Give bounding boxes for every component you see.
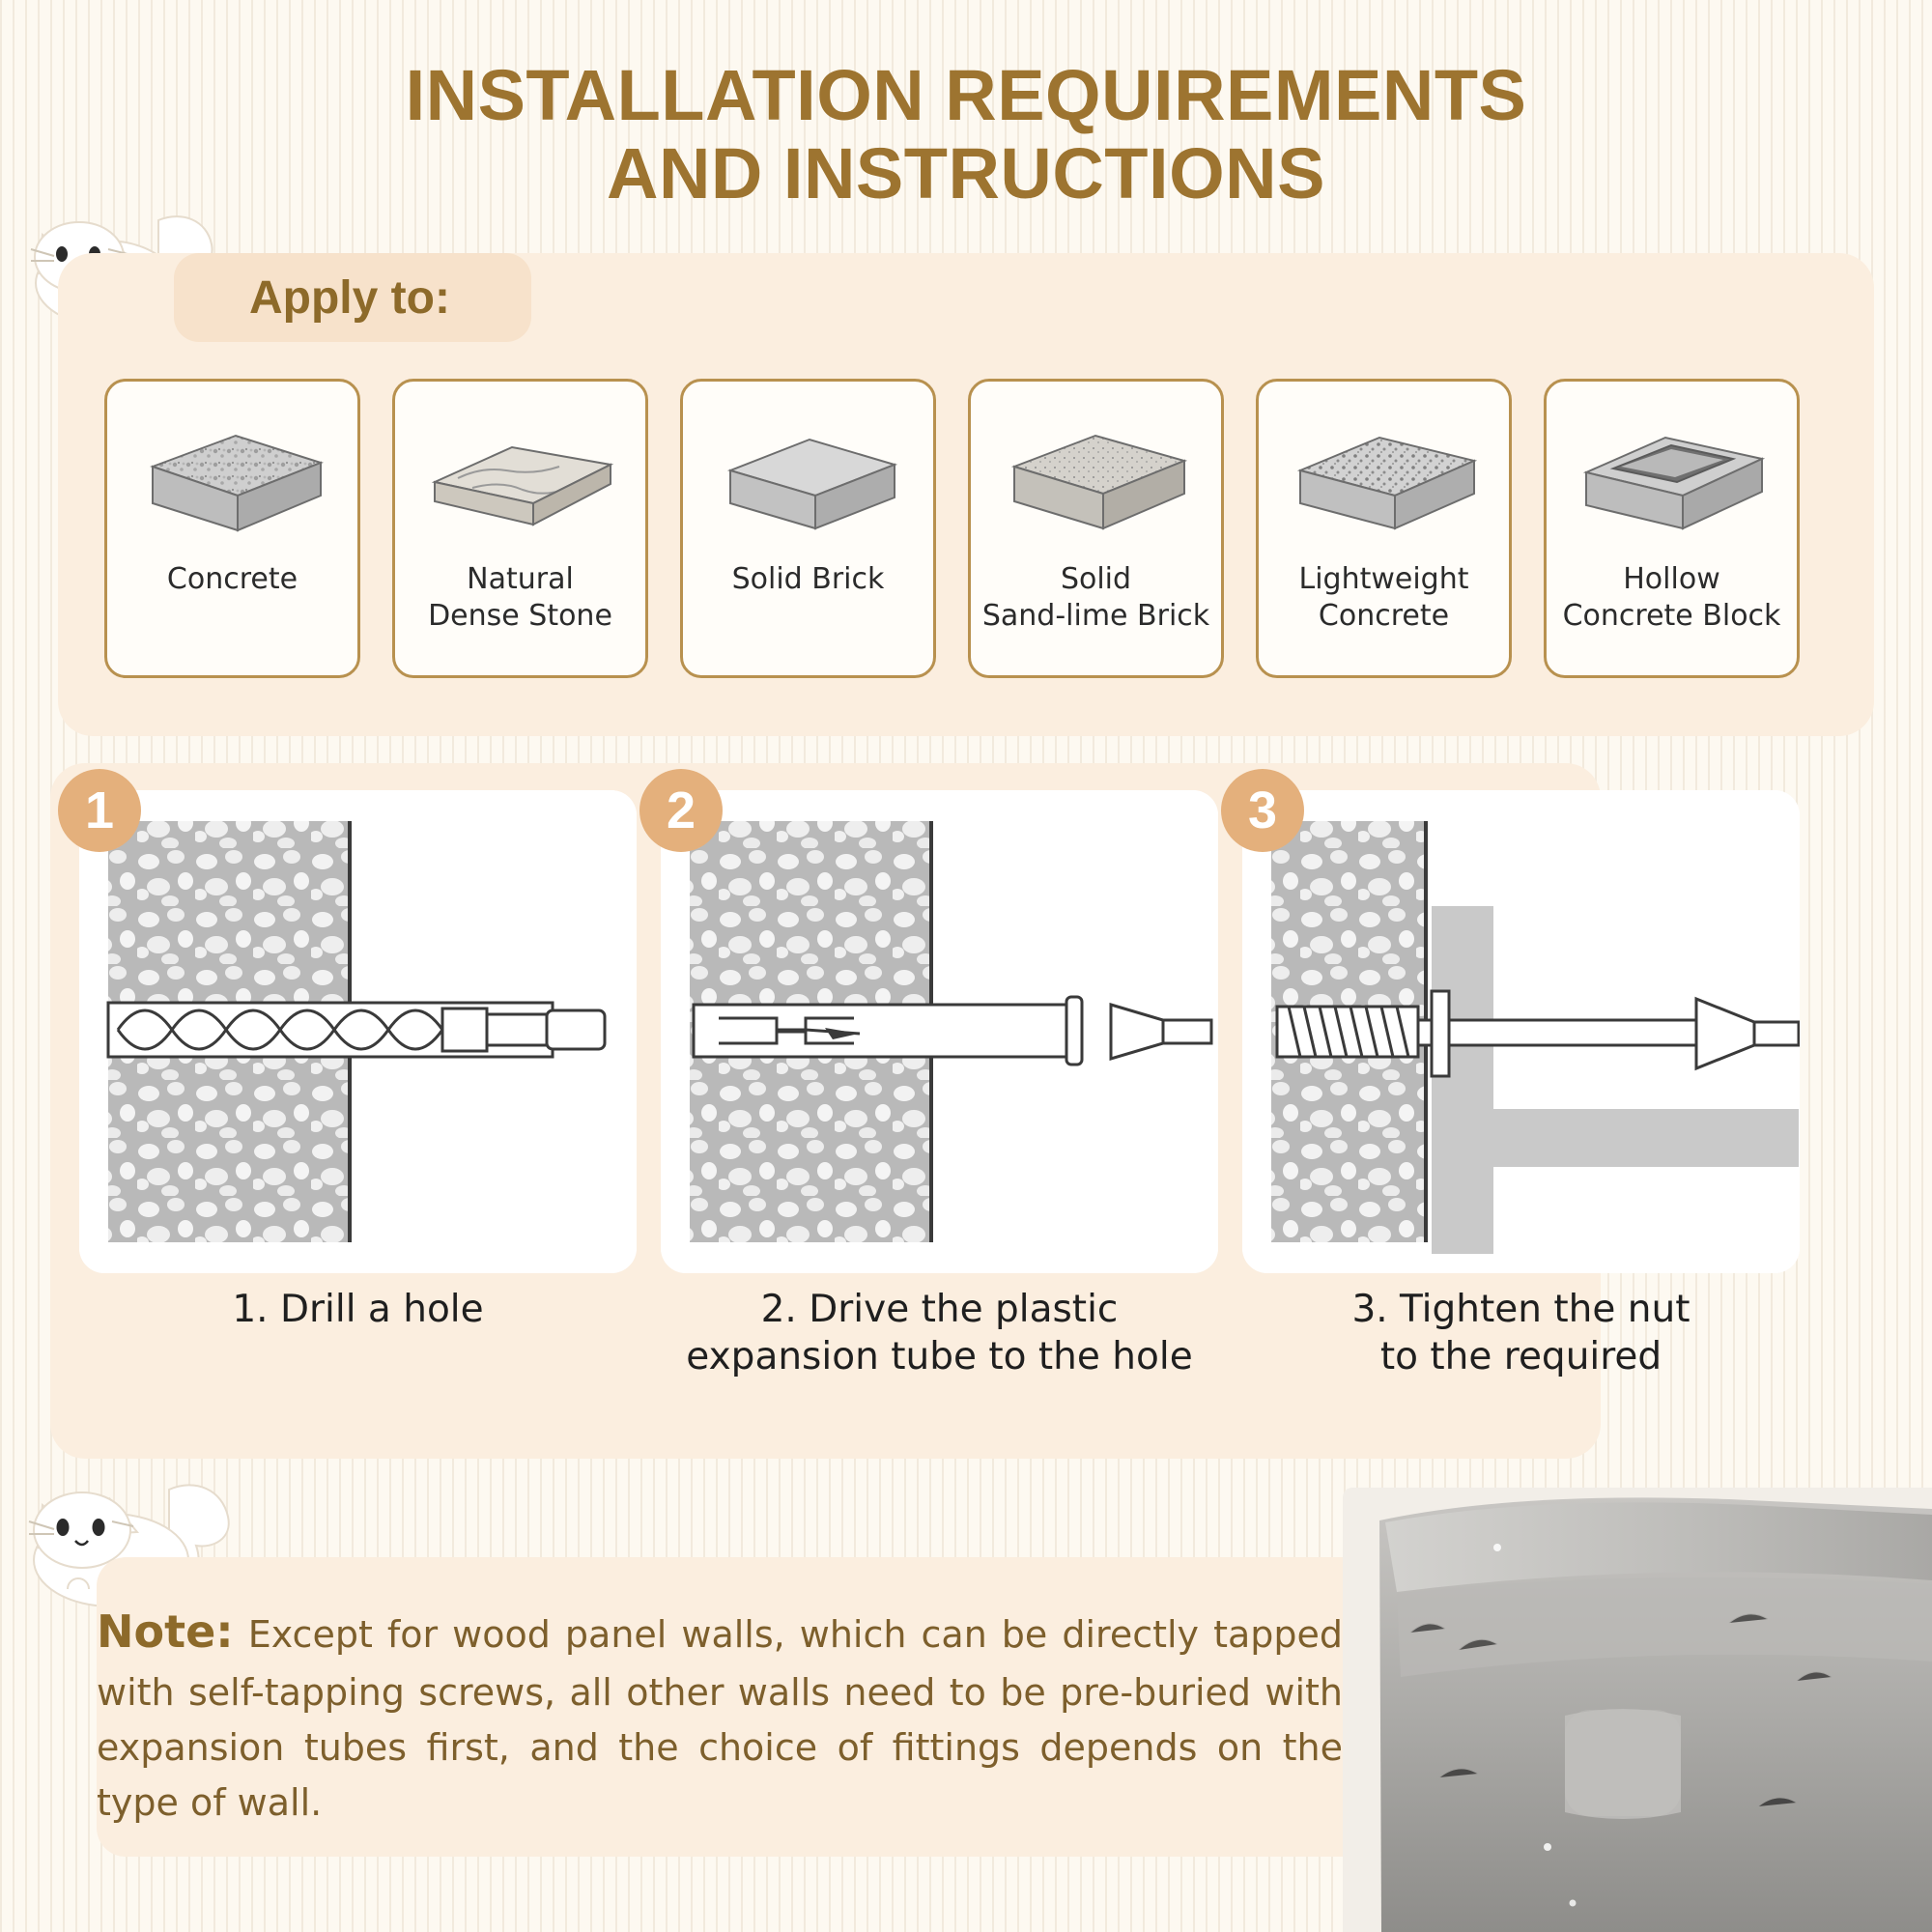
step-1-badge: 1 bbox=[58, 769, 141, 852]
product-photo bbox=[1343, 1488, 1932, 1932]
steps-list bbox=[79, 781, 1800, 1381]
material-name-line: Solid bbox=[1060, 562, 1132, 596]
material-name-line: Concrete Block bbox=[1562, 598, 1781, 633]
material-name bbox=[1298, 561, 1468, 634]
solid-brick-icon bbox=[707, 407, 910, 552]
step-3-illustration bbox=[1242, 790, 1800, 1273]
material-name bbox=[167, 561, 298, 598]
step-2 bbox=[661, 781, 1218, 1381]
apply-to-label: Apply to: bbox=[174, 253, 531, 342]
material-name-line: Hollow bbox=[1623, 562, 1720, 596]
material-card-solid-brick[interactable] bbox=[680, 379, 936, 678]
material-card-natural-dense-stone[interactable] bbox=[392, 379, 648, 678]
material-card-concrete[interactable] bbox=[104, 379, 360, 678]
material-name-line: Solid Brick bbox=[731, 562, 885, 596]
step-2-caption bbox=[661, 1287, 1218, 1381]
concrete-block-icon bbox=[131, 407, 334, 552]
material-name-line: Dense Stone bbox=[428, 598, 612, 633]
step-caption-line: 2. Drive the plastic bbox=[760, 1288, 1119, 1331]
step-caption-line: 1. Drill a hole bbox=[232, 1288, 484, 1331]
note-label: Note: bbox=[97, 1605, 234, 1658]
material-name-line: Natural bbox=[467, 562, 574, 596]
step-2-illustration bbox=[661, 790, 1218, 1273]
step-1 bbox=[79, 781, 637, 1381]
page-title-line1: INSTALLATION REQUIREMENTS bbox=[405, 55, 1527, 135]
page-title bbox=[0, 56, 1932, 213]
material-card-sand-lime-brick[interactable] bbox=[968, 379, 1224, 678]
step-caption-line: 3. Tighten the nut bbox=[1351, 1288, 1690, 1331]
drill-bit-icon bbox=[79, 790, 637, 1273]
material-name bbox=[732, 561, 885, 598]
step-2-badge: 2 bbox=[639, 769, 723, 852]
note-text: Except for wood panel walls, which can be directly tapped with self-tapping screws, all other walls need to be pre-buried with expansion tubes first, and the choice of fittings depends on the type of wall. bbox=[97, 1613, 1343, 1824]
step-3-caption bbox=[1242, 1287, 1800, 1381]
material-card-list bbox=[104, 379, 1833, 678]
screw-tighten-icon bbox=[1242, 790, 1800, 1273]
page-title-line2: AND INSTRUCTIONS bbox=[607, 133, 1325, 214]
step-caption-line: to the required bbox=[1379, 1334, 1662, 1378]
material-name bbox=[1563, 561, 1781, 634]
expansion-tube-icon bbox=[661, 790, 1218, 1273]
stone-slab-icon bbox=[419, 407, 622, 552]
step-1-caption bbox=[79, 1287, 637, 1334]
sandlime-brick-icon bbox=[995, 407, 1198, 552]
hollow-block-icon bbox=[1571, 407, 1774, 552]
material-name bbox=[428, 561, 612, 634]
material-card-lightweight-concrete[interactable] bbox=[1256, 379, 1512, 678]
material-name-line: Concrete bbox=[1318, 598, 1450, 633]
material-name-line: Sand-lime Brick bbox=[981, 598, 1210, 633]
note-text-block bbox=[97, 1599, 1343, 1831]
step-caption-line: expansion tube to the hole bbox=[686, 1334, 1193, 1378]
lightweight-concrete-icon bbox=[1283, 407, 1486, 552]
material-name-line: Concrete bbox=[166, 562, 298, 596]
material-name-line: Lightweight bbox=[1298, 562, 1469, 596]
step-3-badge: 3 bbox=[1221, 769, 1304, 852]
step-3 bbox=[1242, 781, 1800, 1381]
material-card-hollow-concrete-block[interactable] bbox=[1544, 379, 1800, 678]
material-name bbox=[982, 561, 1209, 634]
step-1-illustration bbox=[79, 790, 637, 1273]
